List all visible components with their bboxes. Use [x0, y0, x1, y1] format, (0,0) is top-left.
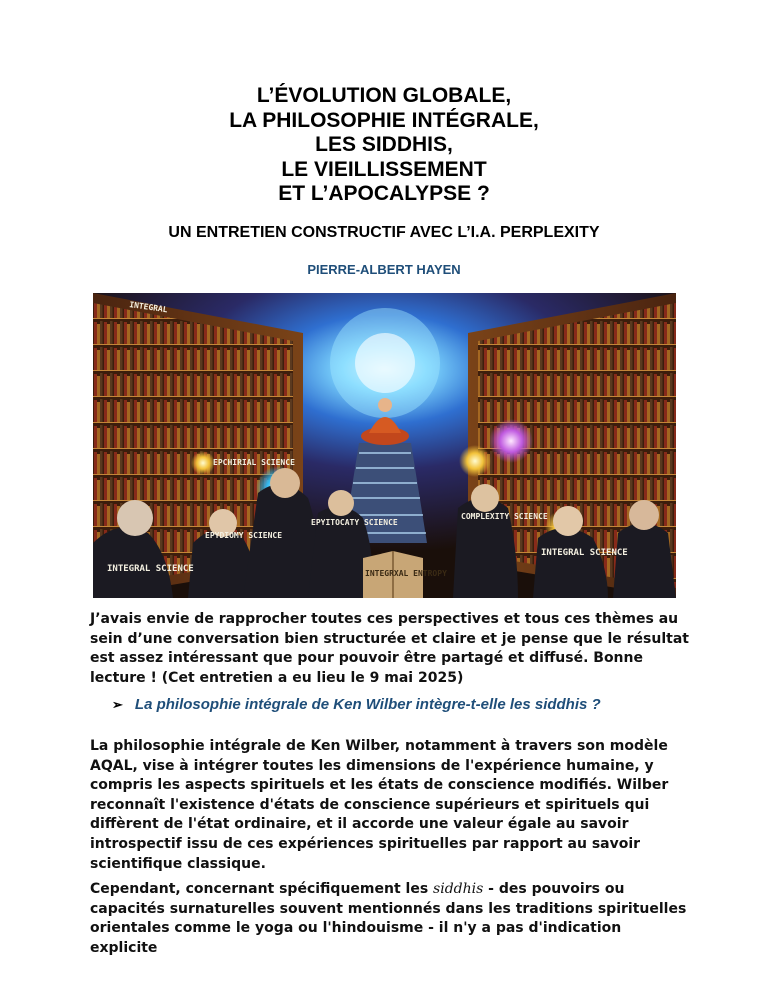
siddhis-term: siddhis: [433, 881, 484, 897]
illustration-label: INTEGRAL SCIENCE: [107, 564, 194, 574]
title-line: L’ÉVOLUTION GLOBALE,: [256, 84, 512, 107]
answer-text-start: Cependant, concernant spécifiquement les: [90, 881, 434, 897]
illustration-label: EPYDIOMY SCIENCE: [205, 531, 283, 540]
title-line: LE VIEILLISSEMENT: [281, 157, 487, 181]
document-subtitle: UN ENTRETIEN CONSTRUCTIF AVEC L’I.A. PERPLEXITY: [168, 224, 600, 241]
title-line: ET L’APOCALYPSE ?: [278, 182, 490, 205]
illustration-label: EPYITOCATY SCIENCE: [311, 518, 398, 527]
library-illustration: [93, 293, 676, 598]
arrow-bullet-icon: ➢: [112, 696, 123, 712]
title-line: LA PHILOSOPHIE INTÉGRALE,: [229, 108, 539, 132]
illustration-label: INTEGRAL SCIENCE: [541, 548, 628, 558]
answer-paragraph-2: [90, 880, 690, 958]
document-title: [0, 84, 768, 207]
question-text: La philosophie intégrale de Ken Wilber intègre-t-elle les siddhis ?: [134, 696, 601, 713]
illustration-label: INTEGRXAL ENTROPY: [365, 569, 447, 578]
author-name: PIERRE-ALBERT HAYEN: [307, 262, 461, 277]
intro-paragraph: J’avais envie de rapprocher toutes ces perspectives et tous ces thèmes au sein d’une conversation bien structurée et claire et je pense que le résultat est assez intéressant que pour pouvoir être partagé et diffusé. Bonne lecture ! (Cet entretien a eu lieu le 9 mai 2025): [90, 611, 689, 686]
answer-text-end: - des pouvoirs ou capacités surnaturelles souvent mentionnés dans les traditions spirituelles orientales comme le yoga ou l'hindouisme - il n'y a pas d'indication explicite: [90, 881, 687, 956]
library-illustration-svg: [93, 293, 676, 598]
illustration-label: INTEGRAL: [128, 300, 169, 315]
illustration-label: EPCHIRIAL SCIENCE: [213, 458, 295, 467]
answer-paragraph-1: La philosophie intégrale de Ken Wilber, notamment à travers son modèle AQAL, vise à intégrer toutes les dimensions de l'expérience humaine, y compris les aspects spirituels et les états de conscience modifiés. Wilber reconnaît l'existence d'états de conscience supérieurs et spirituels qui diffèrent de l'état ordinaire, et il accorde une valeur égale au savoir introspectif issu de ces expériences spirituelles par rapport au savoir scientifique classique.: [90, 738, 669, 872]
illustration-label: COMPLEXITY SCIENCE: [461, 512, 548, 521]
question-heading: [112, 696, 692, 713]
title-line: LES SIDDHIS,: [315, 133, 453, 156]
